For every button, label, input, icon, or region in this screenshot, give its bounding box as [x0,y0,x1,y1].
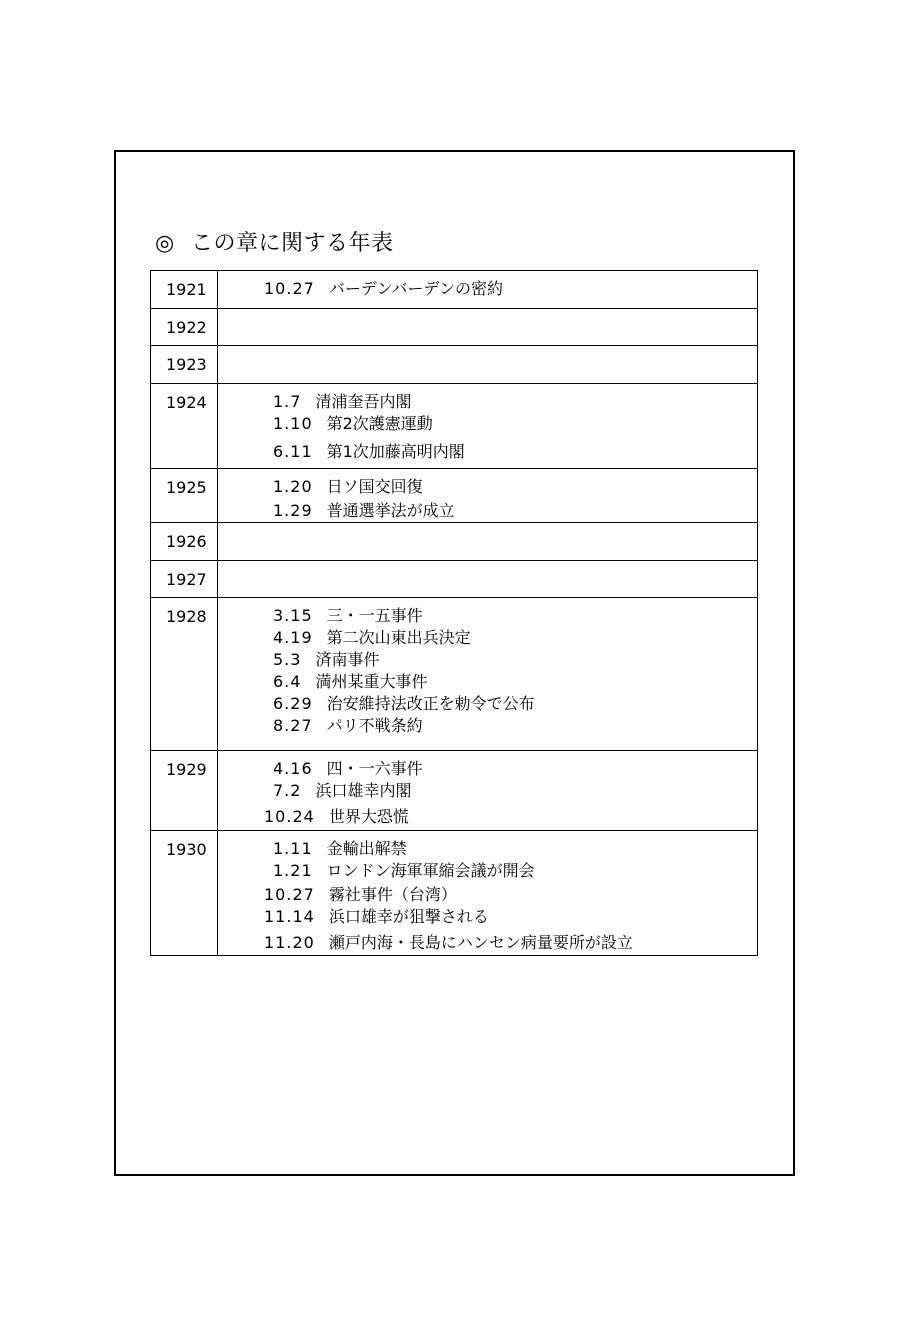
timeline-row [151,309,758,346]
timeline-row [151,346,758,384]
timeline-row [151,523,758,561]
year-cell: 1925 [151,469,218,523]
event-item [218,932,757,954]
timeline-row [151,271,758,309]
event-description: 第2次護憲運動 [326,414,433,433]
event-description: 普通選挙法が成立 [326,501,455,520]
event-description: ロンドン海軍軍縮会議が開会 [326,861,535,880]
event-item [218,605,757,627]
event-item [218,715,757,737]
double-circle-icon: ◎ [155,231,175,256]
events-cell [218,271,758,309]
event-date: 3.15 [273,606,313,625]
event-date: 10.27 [264,279,315,298]
event-item [218,391,757,413]
event-date: 1.29 [273,501,313,520]
event-description: 第1次加藤高明内閣 [326,442,465,461]
events-cell [218,561,758,598]
event-description: 瀬戸内海・長島にハンセン病量要所が設立 [328,933,633,952]
event-date: 10.24 [264,807,315,826]
year-cell: 1926 [151,523,218,561]
event-description: 日ソ国交回復 [326,477,423,496]
events-cell [218,523,758,561]
event-item [218,838,757,860]
year-cell: 1928 [151,598,218,751]
event-date: 5.3 [273,650,302,669]
events-cell [218,384,758,469]
timeline-row [151,561,758,598]
year-cell: 1927 [151,561,218,598]
event-description: 浜口雄幸内閣 [315,781,412,800]
event-date: 1.21 [273,861,313,880]
event-description: 満州某重大事件 [315,672,428,691]
event-description: 済南事件 [315,650,380,669]
events-cell [218,598,758,751]
timeline-row [151,469,758,523]
event-date: 1.10 [273,414,313,433]
event-item [218,671,757,693]
chronology-table [150,270,758,956]
event-date: 8.27 [273,716,313,735]
event-description: パリ不戦条約 [326,716,423,735]
event-item [218,413,757,435]
event-item [218,500,757,522]
event-item [218,278,757,300]
event-description: 清浦奎吾内閣 [315,392,412,411]
event-item [218,441,757,463]
event-description: 治安維持法改正を勅令で公布 [326,694,535,713]
event-item [218,884,757,906]
event-item [218,906,757,928]
timeline-row [151,598,758,751]
event-description: 霧社事件（台湾） [328,885,457,904]
timeline-row [151,831,758,956]
event-date: 4.16 [273,759,313,778]
event-date: 7.2 [273,781,302,800]
event-date: 1.11 [273,839,313,858]
timeline-row [151,384,758,469]
event-description: 金輸出解禁 [326,839,407,858]
event-description: バーデンバーデンの密約 [328,279,504,298]
event-description: 第二次山東出兵決定 [326,628,471,647]
events-cell [218,469,758,523]
event-description: 四・一六事件 [326,759,423,778]
event-date: 1.7 [273,392,302,411]
event-date: 1.20 [273,477,313,496]
events-cell [218,831,758,956]
event-date: 11.20 [264,933,315,952]
chronology-body [151,271,758,956]
event-description: 浜口雄幸が狙撃される [328,907,489,926]
event-date: 6.11 [273,442,313,461]
event-date: 4.19 [273,628,313,647]
event-date: 6.29 [273,694,313,713]
events-cell [218,346,758,384]
event-item [218,860,757,882]
event-date: 11.14 [264,907,315,926]
year-cell: 1929 [151,751,218,831]
event-date: 6.4 [273,672,302,691]
event-description: 三・一五事件 [326,606,423,625]
event-item [218,693,757,715]
year-cell: 1930 [151,831,218,956]
heading-text: この章に関する年表 [191,231,394,256]
events-cell [218,751,758,831]
page-title [155,226,394,257]
event-item [218,476,757,498]
year-cell: 1922 [151,309,218,346]
event-date: 10.27 [264,885,315,904]
event-item [218,627,757,649]
year-cell: 1924 [151,384,218,469]
event-item [218,758,757,780]
timeline-row [151,751,758,831]
event-item [218,780,757,802]
event-description: 世界大恐慌 [328,807,409,826]
event-item [218,806,757,828]
year-cell: 1923 [151,346,218,384]
year-cell: 1921 [151,271,218,309]
event-item [218,649,757,671]
events-cell [218,309,758,346]
